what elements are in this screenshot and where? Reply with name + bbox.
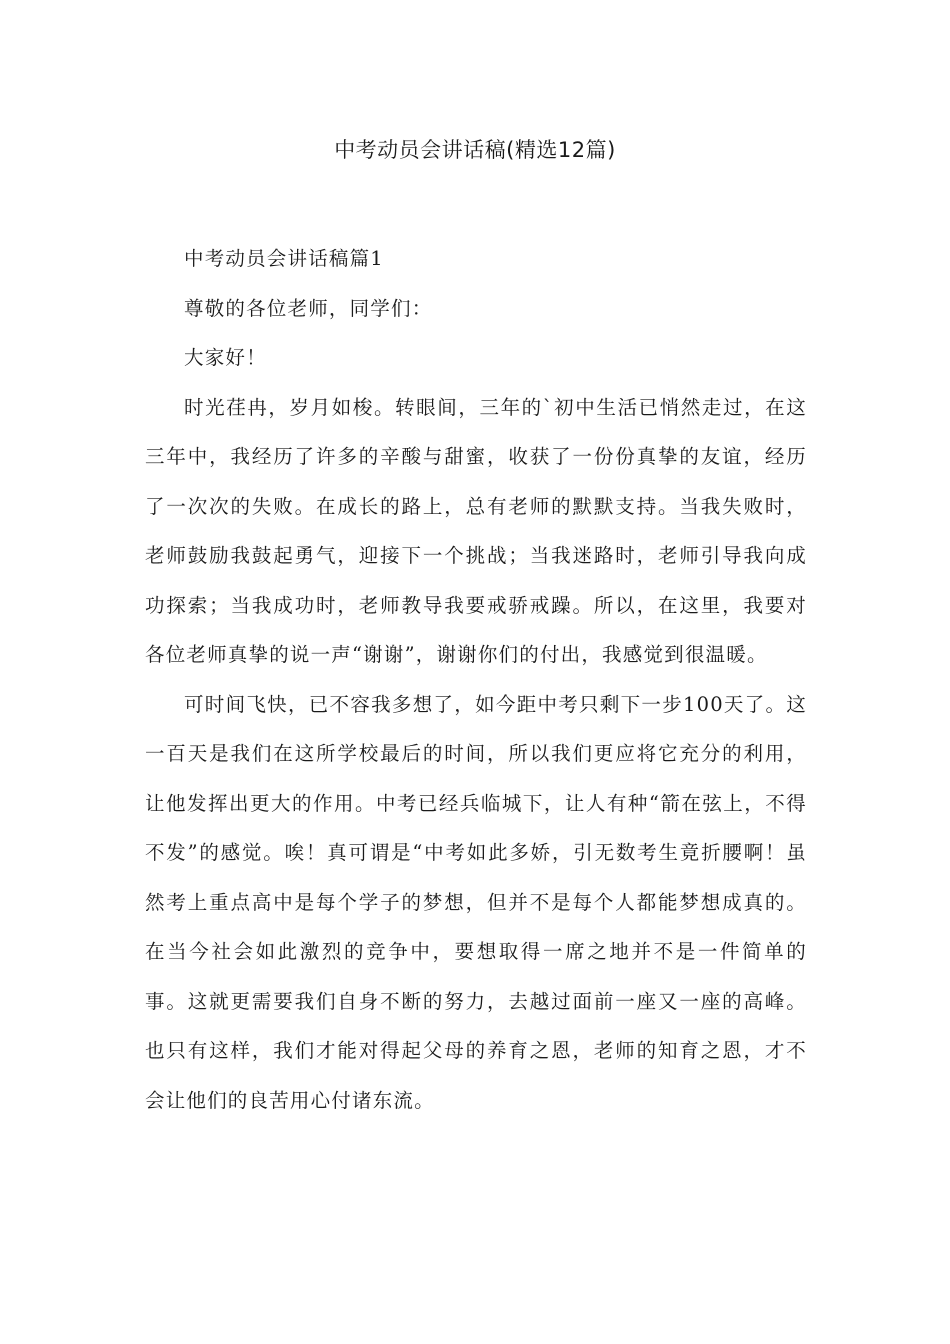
section-heading: 中考动员会讲话稿篇1: [184, 247, 384, 270]
salutation: 尊敬的各位老师，同学们：: [184, 296, 433, 320]
document-body: [145, 234, 807, 1125]
document-title: 中考动员会讲话稿(精选12篇): [334, 138, 616, 162]
greeting: 大家好！: [184, 346, 267, 369]
body-paragraph: 可时间飞快，已不容我多想了，如今距中考只剩下一步100天了。这一百天是我们在这所学校最后的时间，所以我们更应将它充分的利用，让他发挥出更大的作用。中考已经兵临城下，让人有种“箭在弦上，不得不发”的感觉。唉！真可谓是“中考如此多娇，引无数考生竟折腰啊！虽然考上重点高中是每个学子的梦想，但并不是每个人都能梦想成真的。在当今社会如此激烈的竞争中，要想取得一席之地并不是一件简单的事。这就更需要我们自身不断的努力，去越过面前一座又一座的高峰。也只有这样，我们才能对得起父母的养育之恩，老师的知育之恩，才不会让他们的良苦用心付诸东流。: [145, 692, 807, 1112]
body-paragraph: 时光荏冉，岁月如梭。转眼间，三年的`初中生活已悄然走过，在这三年中，我经历了许多的辛酸与甜蜜，收获了一份份真挚的友谊，经历了一次次的失败。在成长的路上，总有老师的默默支持。当我失败时，老师鼓励我鼓起勇气，迎接下一个挑战；当我迷路时，老师引导我向成功探索；当我成功时，老师教导我要戒骄戒躁。所以，在这里，我要对各位老师真挚的说一声“谢谢”，谢谢你们的付出，我感觉到很温暖。: [145, 395, 807, 666]
